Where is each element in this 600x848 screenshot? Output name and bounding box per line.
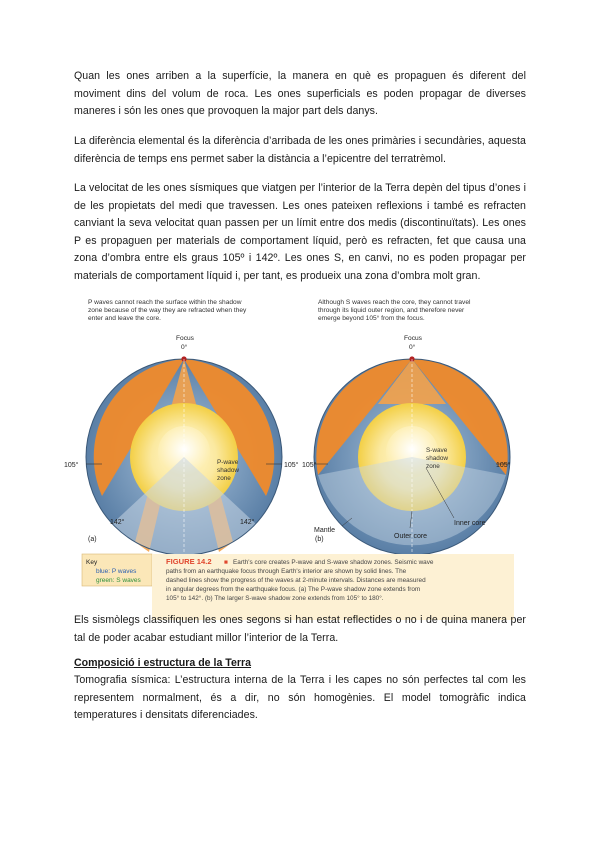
right-panel-label: (b) [315,536,324,543]
wave-velocity-paragraph: La velocitat de les ones sísmiques que viatgen per l’interior de la Terra depèn del tipus d’ones i de les propietats del medi que travessen. Les ones pateixen reflexions i també es refracten canviant la seva velocitat quan passen per un límit entre dos medis (discontinuïtats). Les ones P es propaguen per materials de comportament líquid, però es refracten, fet que causa una zona d’ombra entre els graus 105º i 142º. Les ones S, en canvi, no es poden propagar per materials de comportament líquid i, per tant, es produeix una zona d’ombra molt gran. [74,182,526,282]
intro-paragraph: Quan les ones arriben a la superfície, la manera en què es propaguen és diferent del moviment dins del volum de roca. Les ones superficials es poden propagar de diverses maneres i són les ones que provoquen la major part dels danys. [74,70,526,118]
right-caption-line-1: Although S waves reach the core, they cannot travel [318,299,471,306]
left-142-label-e: 142° [240,519,255,526]
right-105-label-e: 105° [496,462,511,469]
figure-number: FIGURE 14.2 [166,557,212,566]
right-caption-line-2: through its liquid outer region, and therefore never [318,307,465,314]
key-blue-entry: blue: P waves [96,568,137,575]
arrival-difference-paragraph: La diferència elemental és la diferència d’arribada de les ones primàries i secundàries, aquesta diferència de temps ens permet saber la distància a l’epicentre del terratrèmol. [74,135,526,165]
left-panel-label: (a) [88,536,97,543]
right-outer-core-label: Outer core [394,533,428,540]
caption-line-4: in angular degrees from the earthquake focus. (a) The P-wave shadow zone extends from [166,586,421,593]
caption-line-2: paths from an earthquake focus through Earth's interior are shown by solid lines. The [166,568,407,575]
left-zero-label: 0° [181,344,188,351]
classification-paragraph: Els sismòlegs classifiquen les ones segons si han estat reflectides o no i de quina manera per tal de poder acabar estudiant millor l’interior de la Terra. [74,614,526,644]
left-105-label-e: 105° [284,462,299,469]
shadow-zone-figure [64,292,514,620]
section-heading: Composició i estructura de la Terra [74,657,252,669]
right-caption-line-3: emerge beyond 105° from the focus. [318,315,425,322]
left-shadow-label-2: shadow [217,467,240,474]
right-105-label-w: 105° [302,462,317,469]
tomography-paragraph: Tomografia sísmica: L’estructura interna de la Terra i les capes no són perfectes tal com les representem normalment, és a dir, no són homogènies. El model tomogràfic indica temperatures i densitats diferenciades. [74,674,526,722]
right-zero-label: 0° [409,344,416,351]
caption-line-5: 105° to 142°. (b) The larger S-wave shadow zone extends from 105° to 180°. [166,595,384,602]
left-shadow-label-1: P-wave [217,459,239,466]
left-focus-label: Focus [176,335,194,342]
left-142-label-w: 142° [110,519,125,526]
right-inner-core-label: Inner core [454,520,486,527]
right-shadow-label-3: zone [426,463,440,470]
left-105-label-w: 105° [64,462,79,469]
caption-line-1: Earth's core creates P-wave and S-wave shadow zones. Seismic wave [233,559,434,566]
caption-line-3: dashed lines show the progress of the waves at 2-minute intervals. Distances are measured [166,577,426,584]
key-green-entry: green: S waves [96,577,141,584]
right-shadow-label-1: S-wave [426,447,448,454]
right-shadow-label-2: shadow [426,455,449,462]
key-title: Key [86,559,98,566]
left-caption-line-1: P waves cannot reach the surface within the shadow [88,299,242,306]
left-caption-line-3: enter and leave the core. [88,315,161,322]
left-shadow-label-3: zone [217,475,231,482]
caption-bullet: ■ [224,559,228,566]
right-focus-label: Focus [404,335,422,342]
left-caption-line-2: zone because of the way they are refracted when they [88,307,247,314]
right-mantle-label: Mantle [314,527,336,534]
